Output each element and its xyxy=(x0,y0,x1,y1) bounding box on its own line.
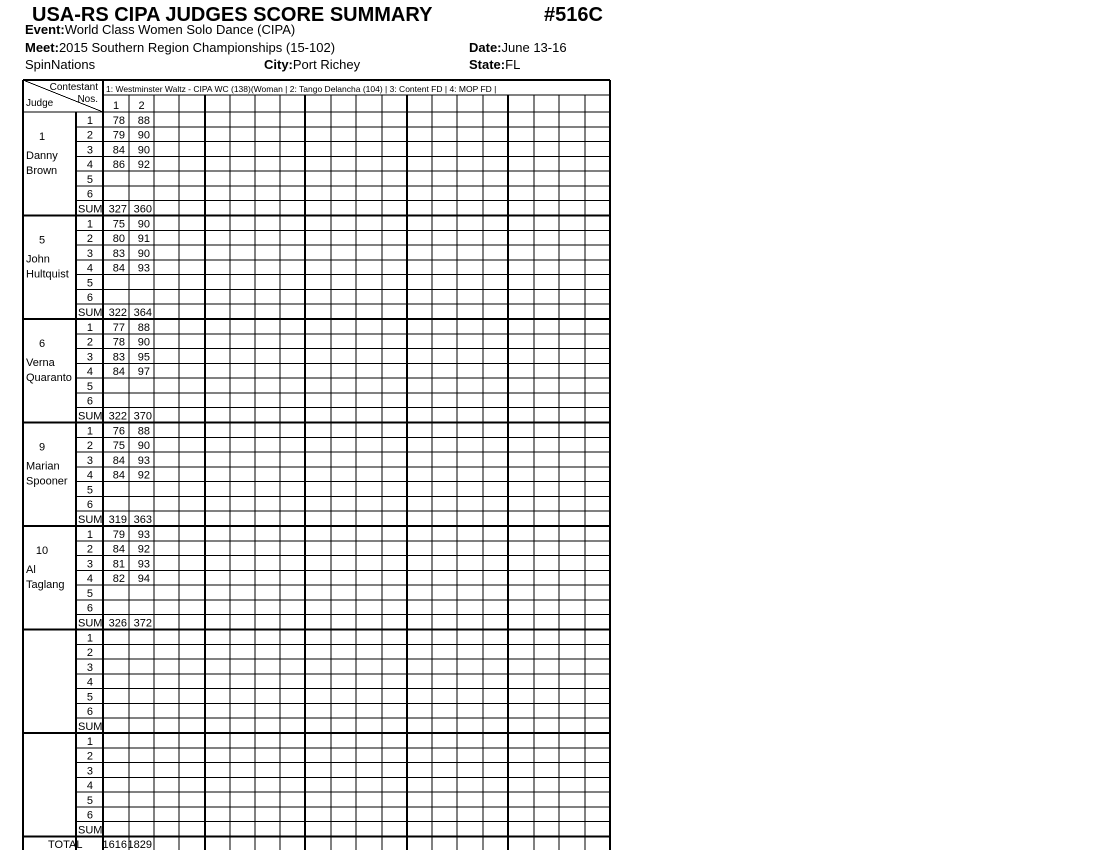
score-cell: 94 xyxy=(137,573,150,586)
score-cell: 83 xyxy=(112,247,125,260)
row-number: 3 xyxy=(86,351,93,364)
judge-first-name: Al xyxy=(26,564,36,576)
score-cell: 90 xyxy=(137,336,150,349)
row-number: 1 xyxy=(86,425,93,438)
score-cell: 84 xyxy=(112,454,125,467)
judge-number: 6 xyxy=(38,338,46,350)
judge-last-name: Brown xyxy=(26,165,58,177)
sum-label: SUM xyxy=(78,410,103,423)
sum-cell: 326 xyxy=(108,617,127,630)
score-cell: 79 xyxy=(112,129,125,142)
judge-first-name: John xyxy=(26,253,50,266)
score-cell: 93 xyxy=(137,262,150,275)
score-cell: 84 xyxy=(112,543,125,556)
row-number: 3 xyxy=(86,144,93,157)
score-cell: 80 xyxy=(112,233,125,246)
event-label: Event: xyxy=(25,22,65,37)
row-number: 2 xyxy=(86,440,93,453)
sum-label: SUM xyxy=(78,617,103,630)
row-number: 1 xyxy=(86,528,93,541)
sum-label: SUM xyxy=(78,307,103,319)
date-value: June 13-16 xyxy=(501,40,567,55)
judge-last-name: Spooner xyxy=(26,475,68,488)
row-number: 6 xyxy=(86,809,93,822)
judge-label: Judge xyxy=(26,98,54,109)
score-cell: 88 xyxy=(137,321,150,334)
row-number: 1 xyxy=(86,735,93,748)
score-cell: 83 xyxy=(112,351,125,364)
date-label: Date: xyxy=(469,40,502,55)
judge-first-name: Danny xyxy=(26,150,58,162)
total-cell: 1829 xyxy=(127,839,152,850)
score-cell: 75 xyxy=(112,440,125,453)
column-number: 1 xyxy=(112,100,120,112)
score-cell: 92 xyxy=(137,159,150,172)
score-cell: 93 xyxy=(137,528,150,541)
row-number: 6 xyxy=(86,602,93,615)
sum-cell: 364 xyxy=(133,307,152,319)
score-cell: 91 xyxy=(137,233,150,246)
events-line: 1: Westminster Waltz - CIPA WC (138)(Woman | 2: Tango Delancha (104) | 3: Content FD | 4: MOP FD | xyxy=(106,84,497,94)
score-cell: 90 xyxy=(137,247,150,260)
score-cell: 90 xyxy=(137,440,150,453)
score-cell: 92 xyxy=(137,543,150,556)
row-number: 2 xyxy=(86,233,93,246)
row-number: 5 xyxy=(86,484,93,497)
score-cell: 90 xyxy=(137,144,150,157)
judge-number: 9 xyxy=(38,441,46,454)
judge-number: 5 xyxy=(38,234,46,247)
row-number: 6 xyxy=(86,706,93,719)
row-number: 5 xyxy=(86,173,93,186)
judge-number: 10 xyxy=(35,545,49,557)
score-cell: 86 xyxy=(112,159,125,172)
column-number: 2 xyxy=(138,100,145,112)
score-cell: 76 xyxy=(112,425,125,438)
score-cell: 90 xyxy=(137,129,150,142)
row-number: 1 xyxy=(86,632,93,645)
row-number: 4 xyxy=(86,366,93,379)
row-number: 5 xyxy=(86,587,93,600)
row-number: 4 xyxy=(86,262,93,275)
score-cell: 78 xyxy=(112,114,125,127)
sum-cell: 360 xyxy=(133,203,152,216)
score-cell: 88 xyxy=(137,425,150,438)
row-number: 6 xyxy=(86,395,93,408)
club-name: SpinNations xyxy=(25,57,96,72)
row-number: 3 xyxy=(86,765,93,778)
total-label: TOTAL xyxy=(48,839,83,850)
score-cell: 97 xyxy=(137,366,150,379)
score-cell: 84 xyxy=(112,469,125,482)
row-number: 4 xyxy=(86,469,93,482)
row-number: 5 xyxy=(86,794,93,807)
row-number: 6 xyxy=(86,292,93,305)
state-value: FL xyxy=(505,57,521,72)
row-number: 2 xyxy=(86,129,93,142)
score-cell: 78 xyxy=(112,336,125,349)
score-cell: 75 xyxy=(112,218,125,231)
score-cell: 82 xyxy=(112,573,125,586)
score-cell: 81 xyxy=(112,558,125,571)
row-number: 4 xyxy=(86,780,93,793)
judge-first-name: Marian xyxy=(26,460,60,473)
score-cell: 84 xyxy=(112,262,125,275)
sum-label: SUM xyxy=(78,514,103,526)
row-number: 2 xyxy=(86,647,93,660)
row-number: 1 xyxy=(86,114,93,127)
score-cell: 93 xyxy=(137,454,150,467)
row-number: 3 xyxy=(86,661,93,674)
contestant-label: Contestant xyxy=(49,82,98,93)
row-number: 4 xyxy=(86,676,93,689)
sum-cell: 322 xyxy=(108,410,127,423)
sum-label: SUM xyxy=(78,824,103,837)
row-number: 5 xyxy=(86,277,93,290)
sum-cell: 363 xyxy=(133,514,152,526)
score-cell: 88 xyxy=(137,114,150,127)
score-cell: 92 xyxy=(137,469,150,482)
row-number: 2 xyxy=(86,750,93,763)
city-value: Port Richey xyxy=(292,57,361,72)
row-number: 2 xyxy=(86,336,93,349)
row-number: 3 xyxy=(86,247,93,260)
sum-label: SUM xyxy=(78,721,103,733)
row-number: 3 xyxy=(86,454,93,467)
row-number: 2 xyxy=(86,543,93,556)
score-cell: 84 xyxy=(112,144,125,157)
row-number: 5 xyxy=(86,691,93,704)
score-cell: 90 xyxy=(137,218,150,231)
score-cell: 77 xyxy=(112,321,125,334)
judge-last-name: Taglang xyxy=(26,579,65,591)
row-number: 6 xyxy=(86,499,93,512)
row-number: 1 xyxy=(86,321,93,334)
judge-first-name: Verna xyxy=(26,357,55,369)
row-number: 5 xyxy=(86,380,93,393)
sum-cell: 370 xyxy=(133,410,152,423)
city-label: City: xyxy=(264,57,293,72)
score-cell: 93 xyxy=(137,558,150,571)
row-number: 6 xyxy=(86,188,93,201)
sum-cell: 372 xyxy=(133,617,152,630)
total-cell: 1616 xyxy=(102,839,127,850)
meet-value: 2015 Southern Region Championships (15-102) xyxy=(58,40,336,55)
row-number: 4 xyxy=(86,573,93,586)
nos-label: Nos. xyxy=(77,94,98,105)
judge-last-name: Quaranto xyxy=(26,372,72,384)
score-cell: 79 xyxy=(112,528,125,541)
judge-number: 1 xyxy=(38,131,46,143)
sum-cell: 322 xyxy=(108,307,127,319)
sum-label: SUM xyxy=(78,203,103,216)
state-label: State: xyxy=(469,57,506,72)
judge-last-name: Hultquist xyxy=(26,268,69,281)
event-value: World Class Women Solo Dance (CIPA) xyxy=(64,22,296,37)
report-title: USA-RS CIPA JUDGES SCORE SUMMARY xyxy=(32,4,433,26)
row-number: 4 xyxy=(86,159,93,172)
meet-label: Meet: xyxy=(25,40,59,55)
row-number: 1 xyxy=(86,218,93,231)
score-cell: 95 xyxy=(137,351,150,364)
score-cell: 84 xyxy=(112,366,125,379)
form-number: #516C xyxy=(544,4,603,26)
sum-cell: 319 xyxy=(108,514,127,526)
sum-cell: 327 xyxy=(108,203,127,216)
row-number: 3 xyxy=(86,558,93,571)
